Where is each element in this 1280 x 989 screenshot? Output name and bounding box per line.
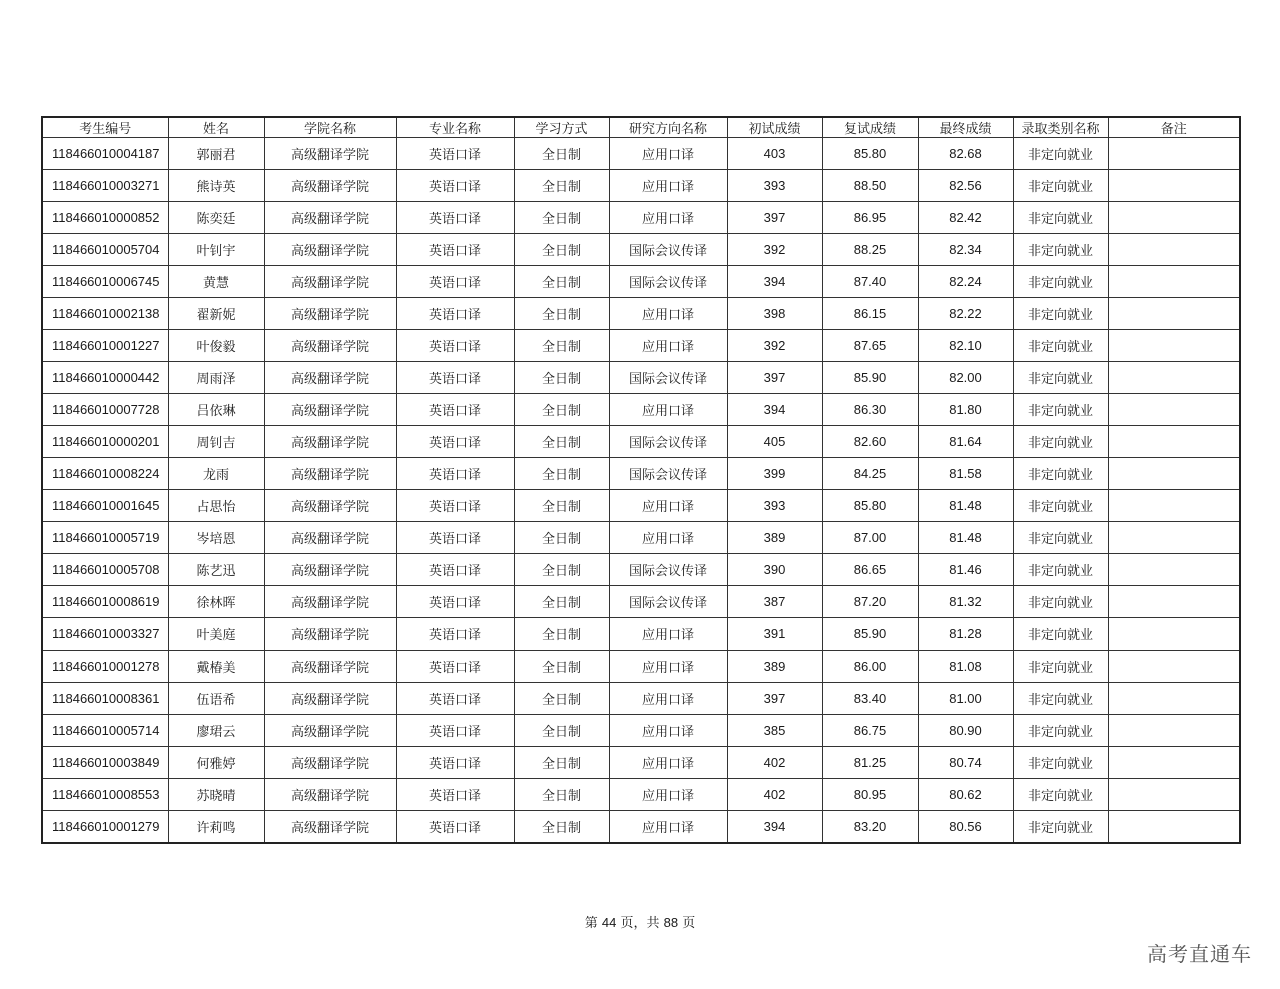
cell-admission-category: 非定向就业 [1013,426,1108,458]
cell-study-mode: 全日制 [514,202,609,234]
cell-study-mode: 全日制 [514,458,609,490]
cell-admission-category: 非定向就业 [1013,714,1108,746]
header-college: 学院名称 [264,117,396,138]
table-row [42,714,1240,746]
table-row [42,234,1240,266]
cell-exam-id: 118466010008553 [42,778,168,810]
cell-retest-score: 83.40 [822,682,918,714]
cell-college: 高级翻译学院 [264,170,396,202]
cell-study-mode: 全日制 [514,554,609,586]
cell-college: 高级翻译学院 [264,682,396,714]
cell-college: 高级翻译学院 [264,298,396,330]
cell-admission-category: 非定向就业 [1013,202,1108,234]
cell-remarks [1108,682,1240,714]
cell-name: 叶美庭 [168,618,264,650]
cell-major: 英语口译 [396,426,514,458]
cell-research-direction: 应用口译 [609,522,727,554]
cell-remarks [1108,426,1240,458]
cell-admission-category: 非定向就业 [1013,618,1108,650]
cell-research-direction: 应用口译 [609,298,727,330]
cell-exam-id: 118466010008224 [42,458,168,490]
cell-research-direction: 应用口译 [609,810,727,843]
cell-retest-score: 87.65 [822,330,918,362]
cell-study-mode: 全日制 [514,394,609,426]
cell-college: 高级翻译学院 [264,554,396,586]
cell-college: 高级翻译学院 [264,426,396,458]
cell-initial-score: 403 [727,138,822,170]
cell-remarks [1108,138,1240,170]
cell-exam-id: 118466010006745 [42,266,168,298]
cell-remarks [1108,298,1240,330]
cell-major: 英语口译 [396,138,514,170]
cell-college: 高级翻译学院 [264,138,396,170]
cell-remarks [1108,714,1240,746]
cell-major: 英语口译 [396,650,514,682]
cell-retest-score: 82.60 [822,426,918,458]
table-row [42,202,1240,234]
cell-exam-id: 118466010005704 [42,234,168,266]
cell-exam-id: 118466010000442 [42,362,168,394]
footer-middle: 页，共 [620,916,660,931]
cell-remarks [1108,266,1240,298]
cell-final-score: 81.00 [918,682,1013,714]
cell-name: 黄慧 [168,266,264,298]
cell-study-mode: 全日制 [514,650,609,682]
cell-research-direction: 应用口译 [609,138,727,170]
cell-exam-id: 118466010005714 [42,714,168,746]
cell-initial-score: 394 [727,394,822,426]
cell-exam-id: 118466010000852 [42,202,168,234]
cell-name: 许莉鸣 [168,810,264,843]
cell-research-direction: 应用口译 [609,618,727,650]
cell-remarks [1108,490,1240,522]
cell-study-mode: 全日制 [514,778,609,810]
cell-name: 叶钊宇 [168,234,264,266]
cell-name: 伍语希 [168,682,264,714]
cell-college: 高级翻译学院 [264,490,396,522]
cell-research-direction: 应用口译 [609,650,727,682]
cell-admission-category: 非定向就业 [1013,522,1108,554]
cell-admission-category: 非定向就业 [1013,490,1108,522]
table-header-row [42,117,1240,138]
cell-name: 何雅婷 [168,746,264,778]
cell-retest-score: 85.80 [822,490,918,522]
cell-name: 吕依琳 [168,394,264,426]
cell-major: 英语口译 [396,202,514,234]
current-page-number: 44 [601,915,617,930]
cell-remarks [1108,170,1240,202]
cell-study-mode: 全日制 [514,522,609,554]
cell-major: 英语口译 [396,234,514,266]
cell-name: 占思怡 [168,490,264,522]
cell-research-direction: 国际会议传译 [609,458,727,490]
cell-final-score: 80.56 [918,810,1013,843]
cell-retest-score: 86.65 [822,554,918,586]
cell-college: 高级翻译学院 [264,330,396,362]
cell-remarks [1108,362,1240,394]
cell-college: 高级翻译学院 [264,522,396,554]
table-row [42,522,1240,554]
table-row [42,138,1240,170]
cell-retest-score: 86.95 [822,202,918,234]
cell-initial-score: 385 [727,714,822,746]
cell-retest-score: 87.40 [822,266,918,298]
cell-admission-category: 非定向就业 [1013,394,1108,426]
cell-major: 英语口译 [396,522,514,554]
cell-retest-score: 85.90 [822,618,918,650]
cell-admission-category: 非定向就业 [1013,170,1108,202]
cell-major: 英语口译 [396,618,514,650]
cell-exam-id: 118466010005719 [42,522,168,554]
total-pages-number: 88 [663,915,679,930]
cell-admission-category: 非定向就业 [1013,234,1108,266]
cell-exam-id: 118466010008619 [42,586,168,618]
cell-name: 周雨泽 [168,362,264,394]
cell-retest-score: 86.30 [822,394,918,426]
cell-name: 熊诗英 [168,170,264,202]
cell-research-direction: 应用口译 [609,330,727,362]
cell-admission-category: 非定向就业 [1013,682,1108,714]
cell-initial-score: 393 [727,170,822,202]
cell-remarks [1108,202,1240,234]
cell-major: 英语口译 [396,266,514,298]
cell-name: 郭丽君 [168,138,264,170]
cell-major: 英语口译 [396,458,514,490]
cell-study-mode: 全日制 [514,362,609,394]
cell-admission-category: 非定向就业 [1013,138,1108,170]
cell-retest-score: 86.15 [822,298,918,330]
cell-major: 英语口译 [396,170,514,202]
cell-exam-id: 118466010003271 [42,170,168,202]
cell-initial-score: 405 [727,426,822,458]
table-body [42,138,1240,844]
cell-final-score: 82.24 [918,266,1013,298]
cell-initial-score: 392 [727,234,822,266]
cell-admission-category: 非定向就业 [1013,554,1108,586]
cell-retest-score: 87.20 [822,586,918,618]
cell-college: 高级翻译学院 [264,394,396,426]
cell-college: 高级翻译学院 [264,266,396,298]
cell-exam-id: 118466010003849 [42,746,168,778]
table-row [42,618,1240,650]
table-row [42,490,1240,522]
cell-major: 英语口译 [396,586,514,618]
cell-exam-id: 118466010001278 [42,650,168,682]
cell-admission-category: 非定向就业 [1013,778,1108,810]
cell-study-mode: 全日制 [514,170,609,202]
cell-study-mode: 全日制 [514,426,609,458]
cell-study-mode: 全日制 [514,810,609,843]
cell-research-direction: 国际会议传译 [609,586,727,618]
cell-retest-score: 86.00 [822,650,918,682]
cell-remarks [1108,458,1240,490]
cell-exam-id: 118466010000201 [42,426,168,458]
cell-exam-id: 118466010007728 [42,394,168,426]
cell-final-score: 81.58 [918,458,1013,490]
cell-research-direction: 应用口译 [609,682,727,714]
cell-remarks [1108,778,1240,810]
cell-research-direction: 应用口译 [609,778,727,810]
table-row [42,426,1240,458]
cell-initial-score: 397 [727,202,822,234]
cell-study-mode: 全日制 [514,138,609,170]
cell-final-score: 80.62 [918,778,1013,810]
cell-name: 叶俊毅 [168,330,264,362]
cell-name: 岑培恩 [168,522,264,554]
cell-major: 英语口译 [396,394,514,426]
cell-initial-score: 399 [727,458,822,490]
cell-admission-category: 非定向就业 [1013,746,1108,778]
cell-name: 廖珺云 [168,714,264,746]
cell-exam-id: 118466010001645 [42,490,168,522]
cell-college: 高级翻译学院 [264,362,396,394]
cell-college: 高级翻译学院 [264,202,396,234]
cell-remarks [1108,554,1240,586]
cell-research-direction: 应用口译 [609,490,727,522]
cell-major: 英语口译 [396,714,514,746]
cell-initial-score: 389 [727,522,822,554]
cell-initial-score: 390 [727,554,822,586]
cell-name: 苏晓晴 [168,778,264,810]
cell-name: 徐林晖 [168,586,264,618]
cell-final-score: 82.22 [918,298,1013,330]
cell-college: 高级翻译学院 [264,746,396,778]
cell-final-score: 82.56 [918,170,1013,202]
cell-initial-score: 397 [727,362,822,394]
cell-college: 高级翻译学院 [264,650,396,682]
cell-final-score: 82.42 [918,202,1013,234]
cell-admission-category: 非定向就业 [1013,298,1108,330]
watermark-text: 高考直通车 [1147,942,1252,966]
cell-major: 英语口译 [396,682,514,714]
cell-college: 高级翻译学院 [264,778,396,810]
cell-admission-category: 非定向就业 [1013,810,1108,843]
cell-name: 周钊吉 [168,426,264,458]
header-study-mode: 学习方式 [514,117,609,138]
cell-retest-score: 86.75 [822,714,918,746]
table-row [42,810,1240,843]
cell-major: 英语口译 [396,810,514,843]
cell-study-mode: 全日制 [514,330,609,362]
cell-admission-category: 非定向就业 [1013,586,1108,618]
cell-final-score: 81.28 [918,618,1013,650]
cell-retest-score: 85.90 [822,362,918,394]
header-final-score: 最终成绩 [918,117,1013,138]
footer-prefix: 第 [584,916,598,931]
cell-name: 陈奕廷 [168,202,264,234]
cell-admission-category: 非定向就业 [1013,458,1108,490]
cell-retest-score: 81.25 [822,746,918,778]
cell-remarks [1108,650,1240,682]
cell-college: 高级翻译学院 [264,618,396,650]
cell-research-direction: 国际会议传译 [609,426,727,458]
cell-initial-score: 402 [727,746,822,778]
cell-initial-score: 392 [727,330,822,362]
cell-final-score: 82.00 [918,362,1013,394]
cell-admission-category: 非定向就业 [1013,330,1108,362]
cell-final-score: 81.08 [918,650,1013,682]
footer-suffix: 页 [682,916,696,931]
cell-retest-score: 87.00 [822,522,918,554]
cell-college: 高级翻译学院 [264,586,396,618]
cell-final-score: 81.46 [918,554,1013,586]
header-name: 姓名 [168,117,264,138]
page-footer [0,912,1280,931]
cell-research-direction: 应用口译 [609,170,727,202]
table-row [42,458,1240,490]
cell-exam-id: 118466010001279 [42,810,168,843]
cell-retest-score: 88.50 [822,170,918,202]
cell-major: 英语口译 [396,362,514,394]
cell-retest-score: 80.95 [822,778,918,810]
cell-final-score: 81.48 [918,490,1013,522]
cell-final-score: 81.32 [918,586,1013,618]
cell-study-mode: 全日制 [514,490,609,522]
cell-study-mode: 全日制 [514,618,609,650]
cell-remarks [1108,522,1240,554]
cell-remarks [1108,234,1240,266]
table-row [42,266,1240,298]
cell-remarks [1108,618,1240,650]
cell-final-score: 82.34 [918,234,1013,266]
table-row [42,682,1240,714]
table-row [42,394,1240,426]
cell-remarks [1108,746,1240,778]
cell-final-score: 80.90 [918,714,1013,746]
table-row [42,586,1240,618]
cell-initial-score: 389 [727,650,822,682]
cell-initial-score: 393 [727,490,822,522]
cell-name: 翟新妮 [168,298,264,330]
cell-initial-score: 391 [727,618,822,650]
cell-exam-id: 118466010005708 [42,554,168,586]
cell-college: 高级翻译学院 [264,810,396,843]
cell-major: 英语口译 [396,490,514,522]
cell-admission-category: 非定向就业 [1013,362,1108,394]
cell-name: 陈艺迅 [168,554,264,586]
table-row [42,362,1240,394]
cell-initial-score: 402 [727,778,822,810]
cell-retest-score: 85.80 [822,138,918,170]
cell-exam-id: 118466010003327 [42,618,168,650]
admission-table [41,116,1241,844]
table-row [42,554,1240,586]
header-research-direction: 研究方向名称 [609,117,727,138]
cell-exam-id: 118466010002138 [42,298,168,330]
cell-remarks [1108,394,1240,426]
cell-study-mode: 全日制 [514,586,609,618]
cell-final-score: 81.80 [918,394,1013,426]
cell-major: 英语口译 [396,554,514,586]
cell-retest-score: 83.20 [822,810,918,843]
table-row [42,650,1240,682]
header-exam-id: 考生编号 [42,117,168,138]
table-row [42,330,1240,362]
cell-initial-score: 387 [727,586,822,618]
cell-study-mode: 全日制 [514,234,609,266]
cell-remarks [1108,330,1240,362]
cell-remarks [1108,586,1240,618]
cell-research-direction: 国际会议传译 [609,266,727,298]
cell-final-score: 80.74 [918,746,1013,778]
cell-initial-score: 394 [727,266,822,298]
cell-initial-score: 394 [727,810,822,843]
cell-admission-category: 非定向就业 [1013,650,1108,682]
cell-research-direction: 国际会议传译 [609,554,727,586]
cell-research-direction: 国际会议传译 [609,234,727,266]
cell-major: 英语口译 [396,746,514,778]
cell-remarks [1108,810,1240,843]
cell-study-mode: 全日制 [514,714,609,746]
cell-retest-score: 84.25 [822,458,918,490]
cell-college: 高级翻译学院 [264,234,396,266]
cell-research-direction: 应用口译 [609,746,727,778]
header-retest-score: 复试成绩 [822,117,918,138]
cell-research-direction: 国际会议传译 [609,362,727,394]
cell-study-mode: 全日制 [514,682,609,714]
cell-retest-score: 88.25 [822,234,918,266]
header-remarks: 备注 [1108,117,1240,138]
cell-major: 英语口译 [396,298,514,330]
cell-final-score: 82.68 [918,138,1013,170]
cell-exam-id: 118466010001227 [42,330,168,362]
cell-exam-id: 118466010004187 [42,138,168,170]
cell-initial-score: 397 [727,682,822,714]
table-row [42,778,1240,810]
cell-college: 高级翻译学院 [264,458,396,490]
cell-major: 英语口译 [396,778,514,810]
table-row [42,170,1240,202]
cell-research-direction: 应用口译 [609,714,727,746]
cell-college: 高级翻译学院 [264,714,396,746]
table-row [42,298,1240,330]
cell-study-mode: 全日制 [514,298,609,330]
header-major: 专业名称 [396,117,514,138]
cell-study-mode: 全日制 [514,746,609,778]
cell-admission-category: 非定向就业 [1013,266,1108,298]
cell-name: 龙雨 [168,458,264,490]
cell-final-score: 81.48 [918,522,1013,554]
cell-exam-id: 118466010008361 [42,682,168,714]
cell-research-direction: 应用口译 [609,202,727,234]
cell-major: 英语口译 [396,330,514,362]
cell-final-score: 81.64 [918,426,1013,458]
header-admission-category: 录取类别名称 [1013,117,1108,138]
table-row [42,746,1240,778]
cell-final-score: 82.10 [918,330,1013,362]
cell-initial-score: 398 [727,298,822,330]
cell-study-mode: 全日制 [514,266,609,298]
cell-research-direction: 应用口译 [609,394,727,426]
cell-name: 戴椿美 [168,650,264,682]
header-initial-score: 初试成绩 [727,117,822,138]
